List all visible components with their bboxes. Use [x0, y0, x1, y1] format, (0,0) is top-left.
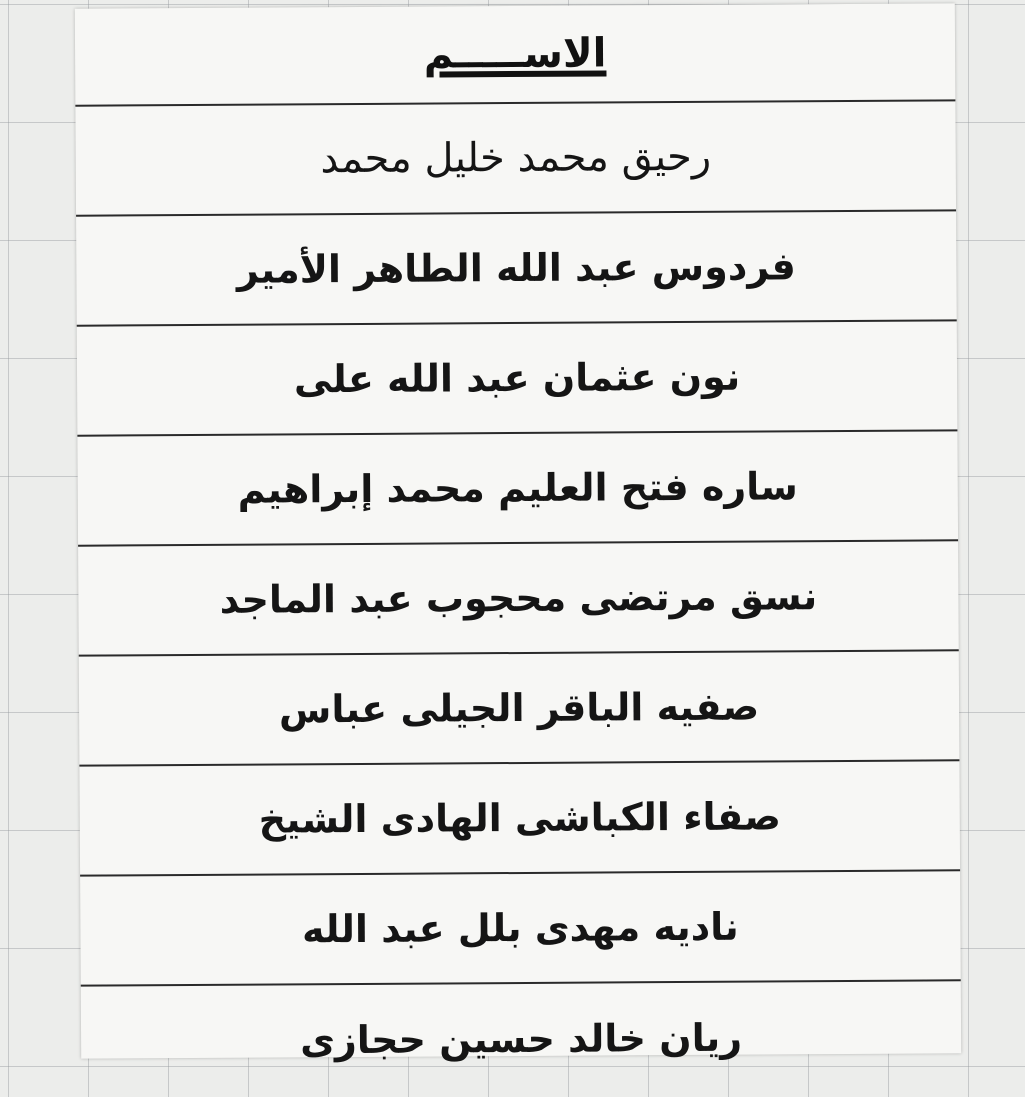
student-name: نسق مرتضى محجوب عبد الماجد — [219, 574, 818, 622]
table-row — [81, 981, 962, 1096]
table-row — [77, 321, 958, 436]
table-row — [80, 871, 961, 986]
table-row — [77, 431, 958, 546]
name-list-sheet — [75, 3, 961, 1063]
column-title-name: الاســـــم — [423, 30, 607, 78]
student-name: رحيق محمد خليل محمد — [320, 133, 712, 183]
student-name: نون عثمان عبد الله على — [293, 354, 741, 402]
student-name: صفيه الباقر الجيلى عباس — [278, 684, 760, 732]
table-row — [79, 651, 960, 766]
student-name: صفاء الكباشى الهادى الشيخ — [258, 794, 782, 842]
student-name: ريان خالد حسين حجازى — [300, 1015, 743, 1063]
student-name: فردوس عبد الله الطاهر الأمير — [236, 244, 796, 292]
table-row — [76, 211, 957, 326]
student-name: ناديه مهدى بلل عبد الله — [301, 904, 739, 952]
table-row — [78, 541, 959, 656]
table-header — [75, 3, 956, 106]
table-row — [79, 761, 960, 876]
table-row — [75, 101, 956, 216]
student-name: ساره فتح العليم محمد إبراهيم — [237, 464, 798, 512]
